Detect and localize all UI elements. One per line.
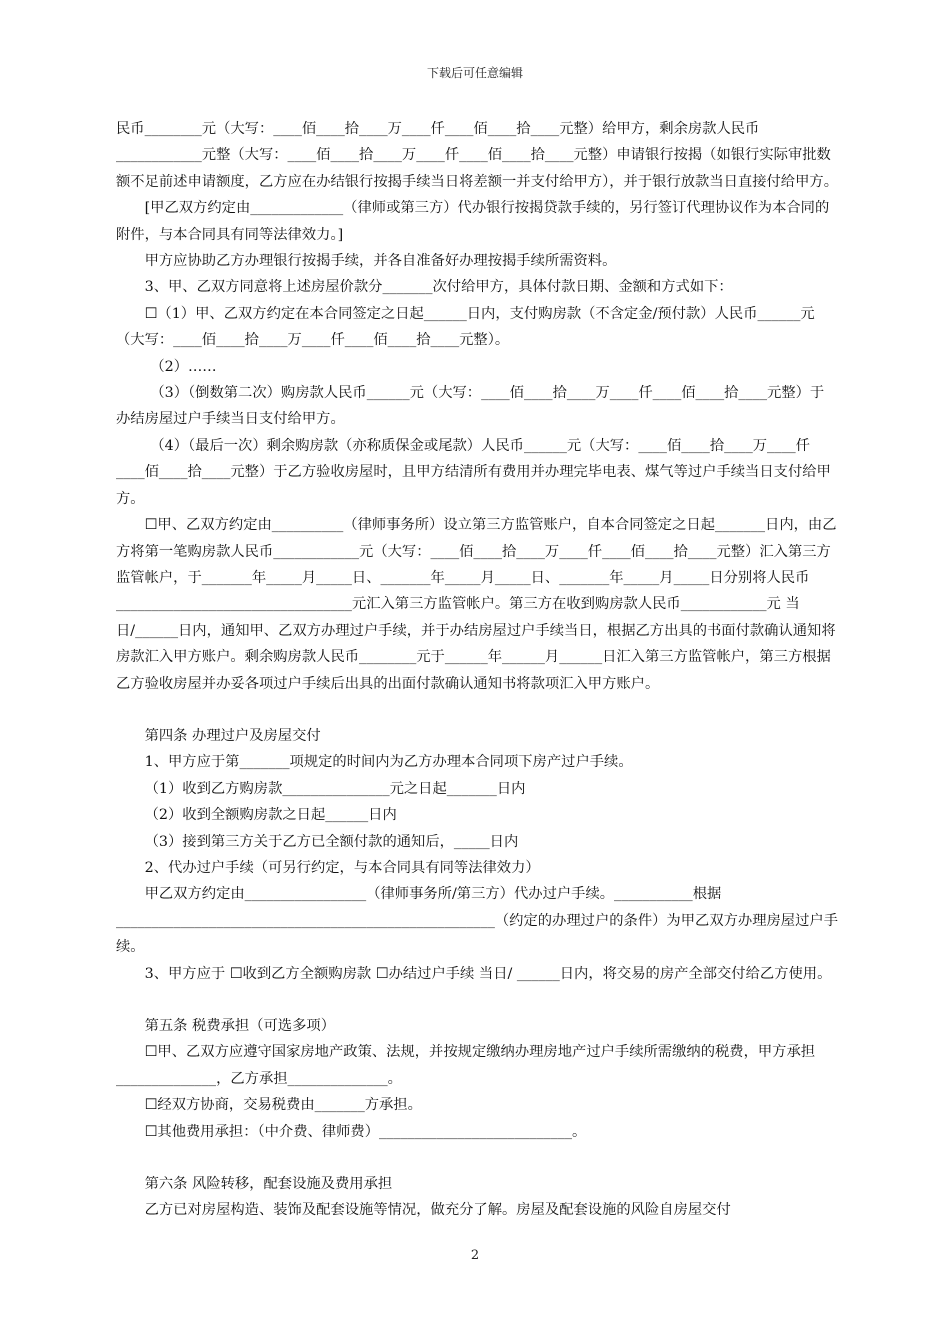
spacer xyxy=(116,1145,838,1171)
paragraph-installment-1: ☐（1）甲、乙双方约定在本合同签定之日起______日内，支付购房款（不含定金/预付款）人民币______元（大写：____佰____拾____万____仟____佰____拾____元整）。 xyxy=(116,305,815,349)
paragraph-transfer-option-1: （1）收到乙方购房款_______________元之日起_______日内 xyxy=(144,780,526,797)
paragraph-tax-1: ☐甲、乙双方应遵守国家房地产政策、法规，并按规定缴纳办理房地产过户手续所需缴纳的税费，甲方承担______________，乙方承担______________。 xyxy=(116,1044,816,1087)
paragraph-tax-3: ☐其他费用承担：（中介费、律师费）___________________________。 xyxy=(144,1123,587,1140)
paragraph-transfer-3: 3、甲方应于 ☐收到乙方全额购房款 ☐办结过户手续 当日/ ______日内，将交易的房产全部交付给乙方使用。 xyxy=(144,965,832,982)
paragraph-mortgage-agent: [甲乙双方约定由_____________（律师或第三方）代办银行按揭贷款手续的，另行签订代理协议作为本合同的附件，与本合同具有同等法律效力。] xyxy=(116,200,830,243)
spacer xyxy=(116,987,838,1013)
paragraph-transfer-2: 2、代办过户手续（可另行约定，与本合同具有同等法律效力） xyxy=(144,859,540,876)
paragraph-payment-mortgage: 民币________元（大写：____佰____拾____万____仟____佰____拾____元整）给甲方，剩余房款人民币____________元整（大写：____佰____拾____万____仟____佰____拾____元整）申请银行按揭（如银行实际审批数额不足前述申请额度，乙方应在办结银行按揭手续当日将差额一并支付给甲方），并于银行放款当日直接付给甲方。 xyxy=(116,121,838,190)
page-header: 下载后可任意编辑 xyxy=(426,66,523,80)
paragraph-escrow: ☐甲、乙双方约定由__________（律师事务所）设立第三方监管账户，自本合同签定之日起_______日内，由乙方将第一笔购房款人民币____________元（大写：____佰____拾____万____仟____佰____拾____元整）汇入第三方监管帐户，于_______年_____月_____日、_______年_____月_____日、_______年_____月_____日分别将人民币_________________________________元汇入第三方监管帐户。第三方在收到购房款人民币____________元 当日/______日内，通知甲、乙双方办理过户手续，并于办结房屋过户手续当日，根据乙方出具的书面付款确认通知将房款汇入甲方账户。剩余购房款人民币________元于______年______月______日汇入第三方监管帐户，第三方根据乙方验收房屋并办妥各项过户手续后出具的出面付款确认通知书将款项汇入甲方账户。 xyxy=(116,517,837,692)
paragraph-mortgage-assist: 甲方应协助乙方办理银行按揭手续，并各自准备好办理按揭手续所需资料。 xyxy=(144,253,617,270)
heading-article-6: 第六条 风险转移，配套设施及费用承担 xyxy=(144,1176,393,1193)
spacer xyxy=(116,697,838,723)
paragraph-tax-2: ☐经双方协商，交易税费由_______方承担。 xyxy=(144,1097,422,1114)
heading-article-5: 第五条 税费承担（可选多项） xyxy=(144,1018,335,1034)
paragraph-installment-4: （4）（最后一次）剩余购房款（亦称质保金或尾款）人民币______元（大写：____佰____拾____万____仟____佰____拾____元整）于乙方验收房屋时，且甲方结清所有费用并办理完毕电表、煤气等过户手续当日支付给甲方。 xyxy=(116,437,831,507)
paragraph-installment-2: （2）…… xyxy=(150,358,217,375)
paragraph-transfer-agent: 甲乙双方约定由_________________（律师事务所/第三方）代办过户手续。___________根据_____________________________________________________（约定的办理过户的条件）为甲乙双方办理房屋过户手续。 xyxy=(116,886,838,956)
paragraph-transfer-option-3: （3）接到第三方关于乙方已全额付款的通知后，_____日内 xyxy=(144,833,519,850)
paragraph-transfer-1: 1、甲方应于第_______项规定的时间内为乙方办理本合同项下房产过户手续。 xyxy=(144,754,633,771)
contract-body xyxy=(116,116,838,1224)
paragraph-transfer-option-2: （2）收到全额购房款之日起______日内 xyxy=(144,807,397,824)
paragraph-installments: 3、甲、乙双方同意将上述房屋价款分_______次付给甲方，具体付款日期、金额和方式如下： xyxy=(144,279,733,296)
paragraph-installment-3: （3）（倒数第二次）购房款人民币______元（大写：____佰____拾____万____仟____佰____拾____元整）于办结房屋过户手续当日支付给甲方。 xyxy=(116,385,825,428)
heading-article-4: 第四条 办理过户及房屋交付 xyxy=(144,727,321,744)
paragraph-risk: 乙方已对房屋构造、装饰及配套设施等情况，做充分了解。房屋及配套设施的风险自房屋交付 xyxy=(144,1202,731,1219)
page-number: 2 xyxy=(470,1248,480,1263)
